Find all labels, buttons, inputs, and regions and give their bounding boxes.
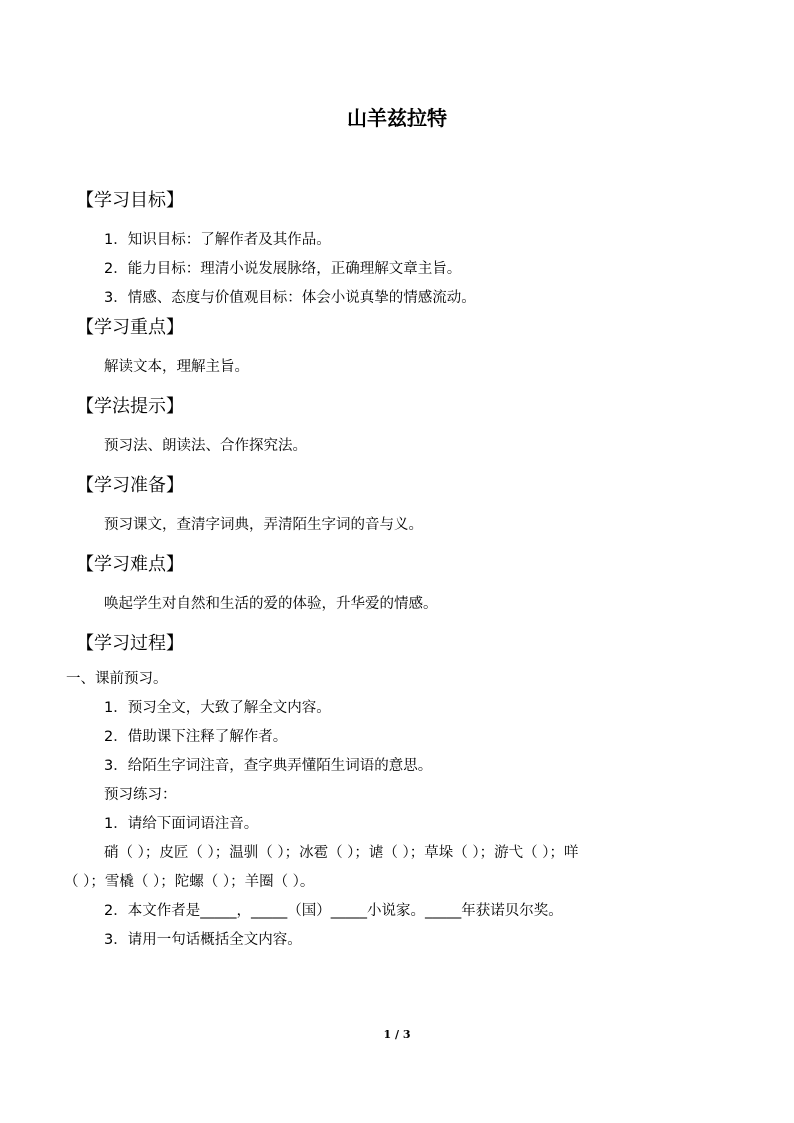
process-step: 3．给陌生字词注音，查字典弄懂陌生词语的意思。 xyxy=(104,758,433,774)
key-text: 解读文本，理解主旨。 xyxy=(104,359,249,375)
question-1-line-2: （ ）；雪橇（ ）；陀螺（ ）；羊圈（ ）。 xyxy=(64,874,315,890)
document-title: 山羊兹拉特 xyxy=(347,106,447,130)
question-1-line-1: 硝（ ）；皮匠（ ）；温驯（ ）；冰雹（ ）；谑（ ）；草垛（ ）；游弋（ ）；咩 xyxy=(104,845,579,861)
heading-method: 【学法提示】 xyxy=(76,396,184,417)
heading-process: 【学习过程】 xyxy=(76,633,184,654)
process-step: 1．预习全文，大致了解全文内容。 xyxy=(104,700,331,716)
document-body xyxy=(64,186,726,955)
process-part-1: 一、课前预习。 xyxy=(66,671,168,687)
question-3: 3．请用一句话概括全文内容。 xyxy=(104,932,302,948)
heading-prep: 【学习准备】 xyxy=(76,475,184,496)
goal-item: 2．能力目标：理清小说发展脉络，正确理解文章主旨。 xyxy=(104,261,462,277)
practice-label: 预习练习： xyxy=(104,787,177,803)
heading-difficulty: 【学习难点】 xyxy=(76,554,184,575)
goal-item: 3．情感、态度与价值观目标：体会小说真挚的情感流动。 xyxy=(104,290,476,306)
heading-goals: 【学习目标】 xyxy=(76,190,184,211)
prep-text: 预习课文，查清字词典，弄清陌生字词的音与义。 xyxy=(104,517,423,533)
process-step: 2．借助课下注释了解作者。 xyxy=(104,729,288,745)
question-1: 1．请给下面词语注音。 xyxy=(104,816,259,832)
method-text: 预习法、朗读法、合作探究法。 xyxy=(104,438,307,454)
difficulty-text: 唤起学生对自然和生活的爱的体验，升华爱的情感。 xyxy=(104,596,438,612)
page-number: 1 / 3 xyxy=(383,1028,411,1041)
goal-item: 1．知识目标：了解作者及其作品。 xyxy=(104,232,331,248)
heading-key: 【学习重点】 xyxy=(76,317,184,338)
question-2: 2．本文作者是_____，_____（国）_____小说家。_____年获诺贝尔奖。 xyxy=(104,903,563,919)
